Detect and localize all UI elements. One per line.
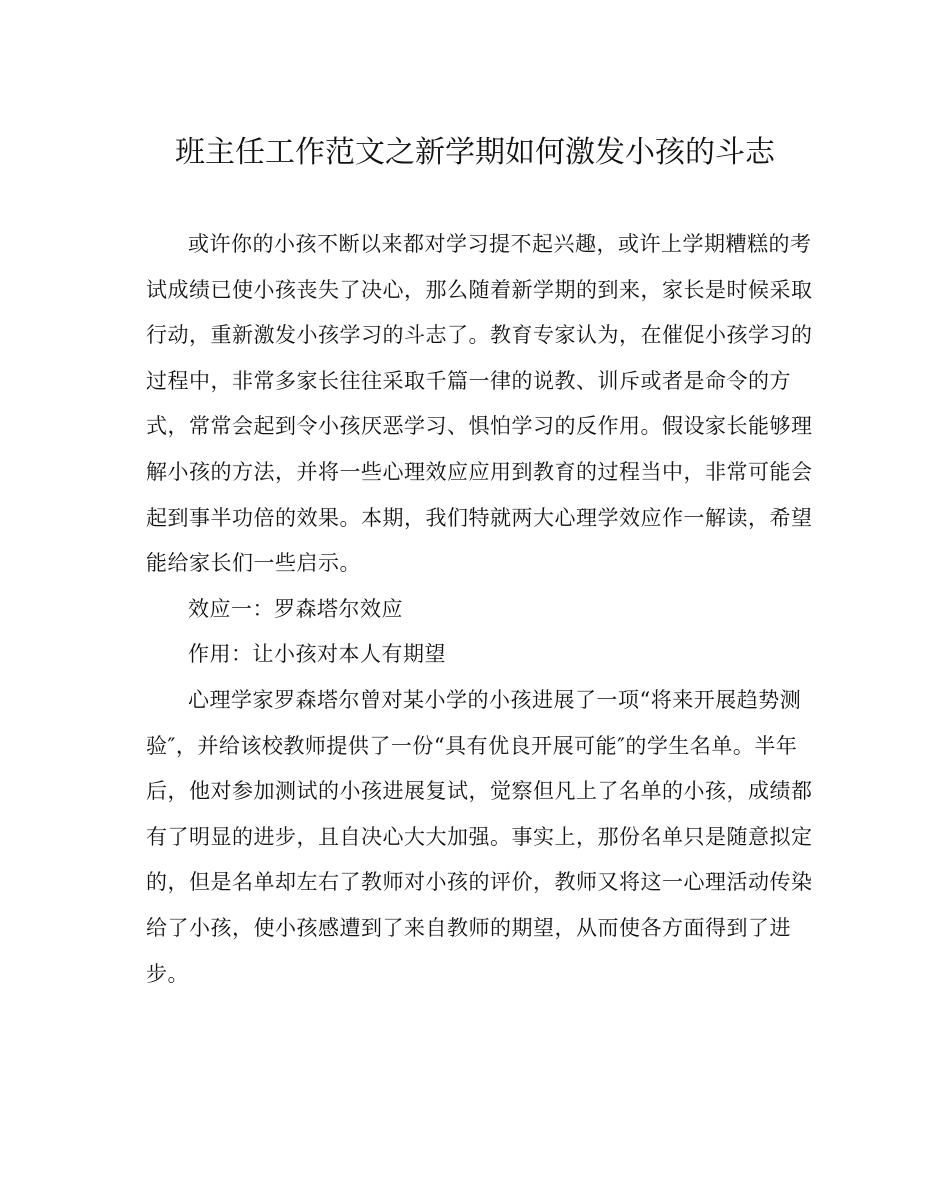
paragraph-rosenthal-experiment: 心理学家罗森塔尔曾对某小学的小孩进展了一项“将来开展趋势测验″，并给该校教师提供了一份“具有优良开展可能″的学生名单。半年后，他对参加测试的小孩进展复试，觉察但凡上了名单的小孩，成绩都有了明显的进步，且自决心大大加强。事实上，那份名单只是随意拟定的，但是名单却左右了教师对小孩的评价，教师又将这一心理活动传染给了小孩，使小孩感遭到了来自教师的期望，从而使各方面得到了进步。	[146, 687, 813, 986]
document-body	[146, 222, 814, 997]
document-title: 班主任工作范文之新学期如何激发小孩的斗志	[175, 135, 775, 170]
paragraph-effect-heading: 效应一：罗森塔尔效应	[188, 596, 403, 621]
paragraph-effect-purpose: 作用：让小孩对本人有期望	[188, 642, 446, 667]
paragraph-intro: 或许你的小孩不断以来都对学习提不起兴趣，或许上学期糟糕的考试成绩已使小孩丧失了决心，那么随着新学期的到来，家长是时候采取行动，重新激发小孩学习的斗志了。教育专家认为，在催促小孩学习的过程中，非常多家长往往采取千篇一律的说教、训斥或者是命令的方式，常常会起到令小孩厌恶学习、惧怕学习的反作用。假设家长能够理解小孩的方法，并将一些心理效应应用到教育的过程当中，非常可能会起到事半功倍的效果。本期，我们特就两大心理学效应作一解读，希望能给家长们一些启示。	[146, 232, 813, 576]
